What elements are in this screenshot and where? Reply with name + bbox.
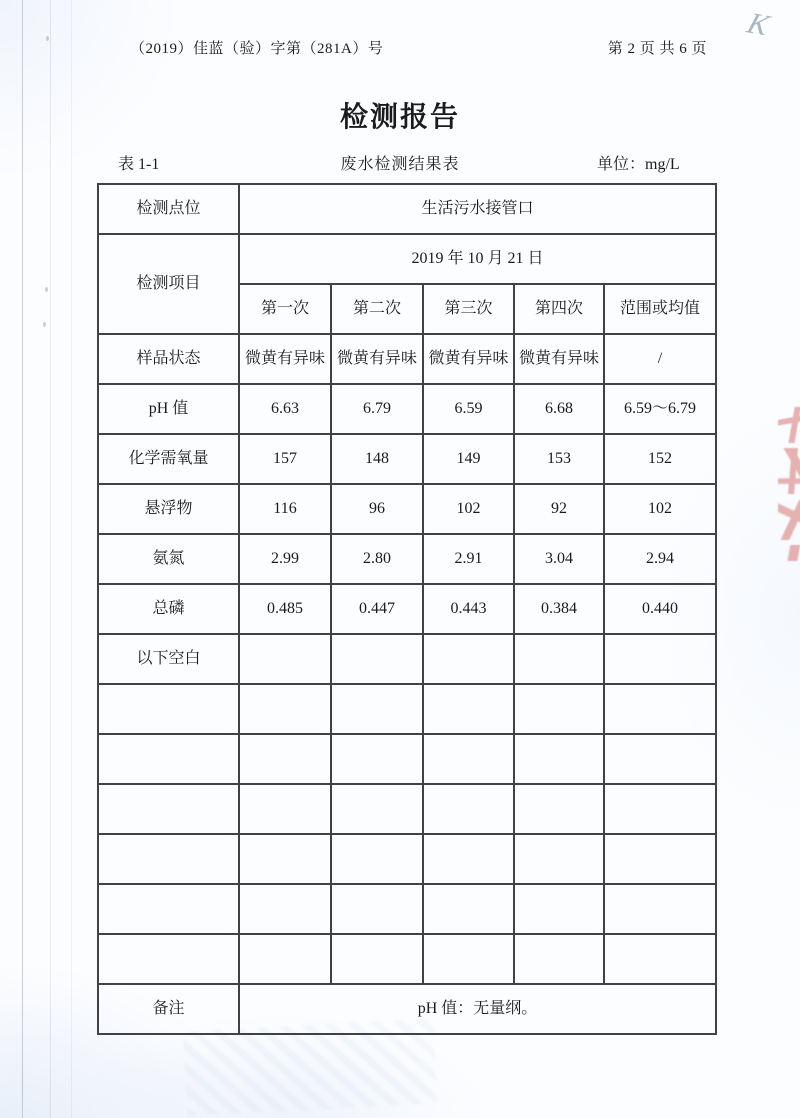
table-cell	[423, 734, 514, 784]
table-cell	[331, 884, 423, 934]
scan-speck	[45, 287, 48, 292]
table-row	[98, 734, 716, 784]
table-cell: 6.63	[239, 384, 331, 434]
table-cell: 2.94	[604, 534, 716, 584]
column-header: 第一次	[239, 284, 331, 334]
table-cell	[514, 784, 604, 834]
table-cell	[239, 934, 331, 984]
table-title: 废水检测结果表	[340, 156, 460, 173]
scan-speck	[46, 36, 49, 41]
results-table	[97, 183, 717, 1035]
table-cell: 微黄有异味	[331, 334, 423, 384]
table-cell: 6.59	[423, 384, 514, 434]
table-row	[98, 434, 716, 484]
table-cell: 2.99	[239, 534, 331, 584]
document-number: （2019）佳蓝（验）字第（281A）号	[130, 41, 384, 57]
row-label	[98, 684, 239, 734]
table-cell	[331, 684, 423, 734]
table-cell	[331, 834, 423, 884]
page-indicator: 第 2 页 共 6 页	[607, 41, 707, 57]
unit-label: 单位：mg/L	[597, 156, 680, 173]
table-cell: 微黄有异味	[423, 334, 514, 384]
row-label	[98, 834, 239, 884]
page-header	[130, 37, 707, 58]
table-cell	[239, 734, 331, 784]
table-cell	[331, 634, 423, 684]
row-label: pH 值	[98, 384, 239, 434]
table-cell: 96	[331, 484, 423, 534]
table-cell: 2.91	[423, 534, 514, 584]
row-label: 氨氮	[98, 534, 239, 584]
red-stamp-fragment	[778, 407, 800, 443]
table-cell	[604, 684, 716, 734]
table-cell: 6.59～6.79	[604, 384, 716, 434]
column-header: 范围或均值	[604, 284, 716, 334]
row-label	[98, 934, 239, 984]
table-cell: 2.80	[331, 534, 423, 584]
table-row	[98, 784, 716, 834]
table-cell	[514, 684, 604, 734]
column-header: 第四次	[514, 284, 604, 334]
table-number: 表 1-1	[118, 156, 160, 173]
table-cell: 102	[423, 484, 514, 534]
sample-date: 2019 年 10 月 21 日	[239, 234, 716, 284]
table-cell: 92	[514, 484, 604, 534]
column-header: 第二次	[331, 284, 423, 334]
table-cell	[423, 884, 514, 934]
row-label	[98, 884, 239, 934]
table-cell	[423, 934, 514, 984]
table-cell: 微黄有异味	[239, 334, 331, 384]
table-cell: 152	[604, 434, 716, 484]
table-cell: 149	[423, 434, 514, 484]
table-cell	[514, 934, 604, 984]
table-cell: 3.04	[514, 534, 604, 584]
column-header: 第三次	[423, 284, 514, 334]
table-cell: 0.443	[423, 584, 514, 634]
table-cell	[239, 684, 331, 734]
pencil-check-mark: K	[743, 6, 774, 43]
table-row	[98, 334, 716, 384]
table-cell: 116	[239, 484, 331, 534]
table-row	[98, 884, 716, 934]
remark-label: 备注	[98, 984, 239, 1034]
table-row	[98, 384, 716, 434]
red-stamp-fragment	[778, 500, 800, 540]
table-cell: /	[604, 334, 716, 384]
table-cell: 6.68	[514, 384, 604, 434]
table-cell	[331, 784, 423, 834]
table-cell	[239, 634, 331, 684]
table-cell	[514, 634, 604, 684]
table-row	[98, 934, 716, 984]
row-label: 样品状态	[98, 334, 239, 384]
table-cell: 153	[514, 434, 604, 484]
table-cell	[514, 834, 604, 884]
table-cell	[239, 884, 331, 934]
table-cell	[423, 784, 514, 834]
table-cell	[604, 784, 716, 834]
row-label: 化学需氧量	[98, 434, 239, 484]
table-row	[98, 534, 716, 584]
table-cell	[514, 884, 604, 934]
table-cell	[604, 934, 716, 984]
table-cell	[331, 934, 423, 984]
table-cell	[423, 684, 514, 734]
red-stamp-fragment	[778, 545, 800, 561]
table-cell: 157	[239, 434, 331, 484]
row-label: 以下空白	[98, 634, 239, 684]
item-label: 检测项目	[98, 234, 239, 334]
remark-value: pH 值：无量纲。	[239, 984, 716, 1034]
table-row	[98, 834, 716, 884]
row-label	[98, 784, 239, 834]
table-cell	[604, 884, 716, 934]
table-cell: 148	[331, 434, 423, 484]
table-cell	[514, 734, 604, 784]
table-row	[98, 234, 716, 284]
table-cell	[604, 634, 716, 684]
table-row	[98, 584, 716, 634]
table-cell	[239, 834, 331, 884]
table-cell	[239, 784, 331, 834]
table-cell	[423, 834, 514, 884]
row-label	[98, 734, 239, 784]
table-row	[98, 184, 716, 234]
table-cell: 0.440	[604, 584, 716, 634]
report-title: 检测报告	[339, 102, 460, 133]
scan-speck	[43, 322, 46, 327]
table-row	[98, 634, 716, 684]
table-row	[98, 484, 716, 534]
red-stamp-fragment	[778, 448, 800, 494]
table-cell	[604, 734, 716, 784]
table-cell: 微黄有异味	[514, 334, 604, 384]
site-value: 生活污水接管口	[239, 184, 716, 234]
row-label: 总磷	[98, 584, 239, 634]
table-cell	[331, 734, 423, 784]
table-cell	[423, 634, 514, 684]
table-row	[98, 684, 716, 734]
table-cell: 0.485	[239, 584, 331, 634]
remark-row	[98, 984, 716, 1034]
table-cell: 0.384	[514, 584, 604, 634]
row-label: 悬浮物	[98, 484, 239, 534]
site-label: 检测点位	[98, 184, 239, 234]
table-cell: 6.79	[331, 384, 423, 434]
table-cell: 102	[604, 484, 716, 534]
table-caption-row	[0, 151, 800, 173]
table-cell	[604, 834, 716, 884]
table-cell: 0.447	[331, 584, 423, 634]
